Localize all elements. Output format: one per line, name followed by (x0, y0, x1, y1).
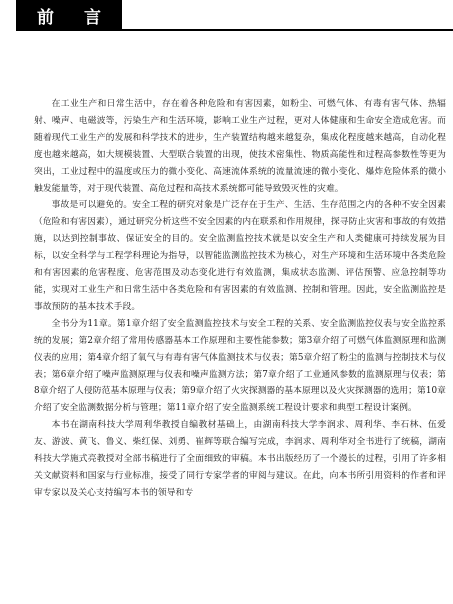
page-title: 前 言 (37, 8, 113, 28)
paragraph-4: 本书在湖南科技大学周利华教授自编教材基础上，由湖南科技大学李润求、周利华、李石林、伍爱友、游波、黄飞、鲁义、柴红保、刘勇、崔辉等联合编写完成，李润求、周利华对全书进行了统稿，湖南科技大学施式亮教授对全部书稿进行了全面细致的审稿。本书出版经历了一个漫长的过程，引用了许多相关文献资料和国家与行业标准，接受了同行专家学者的审阅与建议。在此，向本书所引用资料的作者和评审专家以及关心支持编写本书的领导和专 (34, 420, 446, 498)
paragraph-1: 在工业生产和日常生活中，存在着各种危险和有害因素，如粉尘、可燃气体、有毒有害气体、热辐射、噪声、电磁波等，污染生产和生活环境，影响工业生产过程，更对人体健康和生命安全造成危害。而随着现代工业生产的发展和科学技术的进步，生产装置结构越来越复杂，集成化程度越来越高，自动化程度也越来越高，如大规模装置、大型联合装置的出现，使技术密集性、物质高能性和过程高参数性等更为突出，工业过程中的温度或压力的微小变化、高速流体系统的流量流速的微小变化、爆炸危险体系的微小触发能量等，对于现代装置、高危过程和高技术系统都可能导致毁灭性的灾难。 (34, 99, 446, 194)
paragraph-3: 全书分为11章。第1章介绍了安全监测监控技术与安全工程的关系、安全监测监控仪表与安全监控系统的发展；第2章介绍了常用传感器基本工作原理和主要性能参数；第3章介绍了可燃气体监测原理和监测仪表的应用；第4章介绍了氧气与有毒有害气体监测技术与仪表；第5章介绍了粉尘的监测与控制技术与仪表；第6章介绍了噪声监测原理与仪表和噪声监测方法；第7章介绍了工业通风参数的监测原理与仪表；第8章介绍了人侵防范基本原理与仪表；第9章介绍了火灾探测器的基本原理以及火灾探测器的选用；第10章介绍了安全监测数据分析与管理；第11章介绍了安全监测系统工程设计要求和典型工程设计案例。 (34, 318, 446, 414)
body-text (34, 96, 446, 502)
paragraph-2: 事故是可以避免的。安全工程的研究对象是广泛存在于生产、生活、生存范围之内的各种不安全因素（危险和有害因素），通过研究分析这些不安全因素的内在联系和作用规律，探寻防止灾害和事故的有效措施，以达到控制事故、保证安全的目的。安全监测监控技术就是以安全生产和人类健康可持续发展为目标，以安全科学与工程学科理论为指导，以智能监测监控技术为核心，对生产环境和生活环境中各类危险和有害因素的危害程度、危害范围及动态变化进行有效监测，集成状态监测、评估预警、应急控制等功能，实现对工业生产和日常生活中各类危险和有害因素的有效监测、控制和管理。因此，安全监测监控是事故预防的基本技术手段。 (34, 200, 446, 312)
chapter-title-bar (16, 0, 122, 31)
